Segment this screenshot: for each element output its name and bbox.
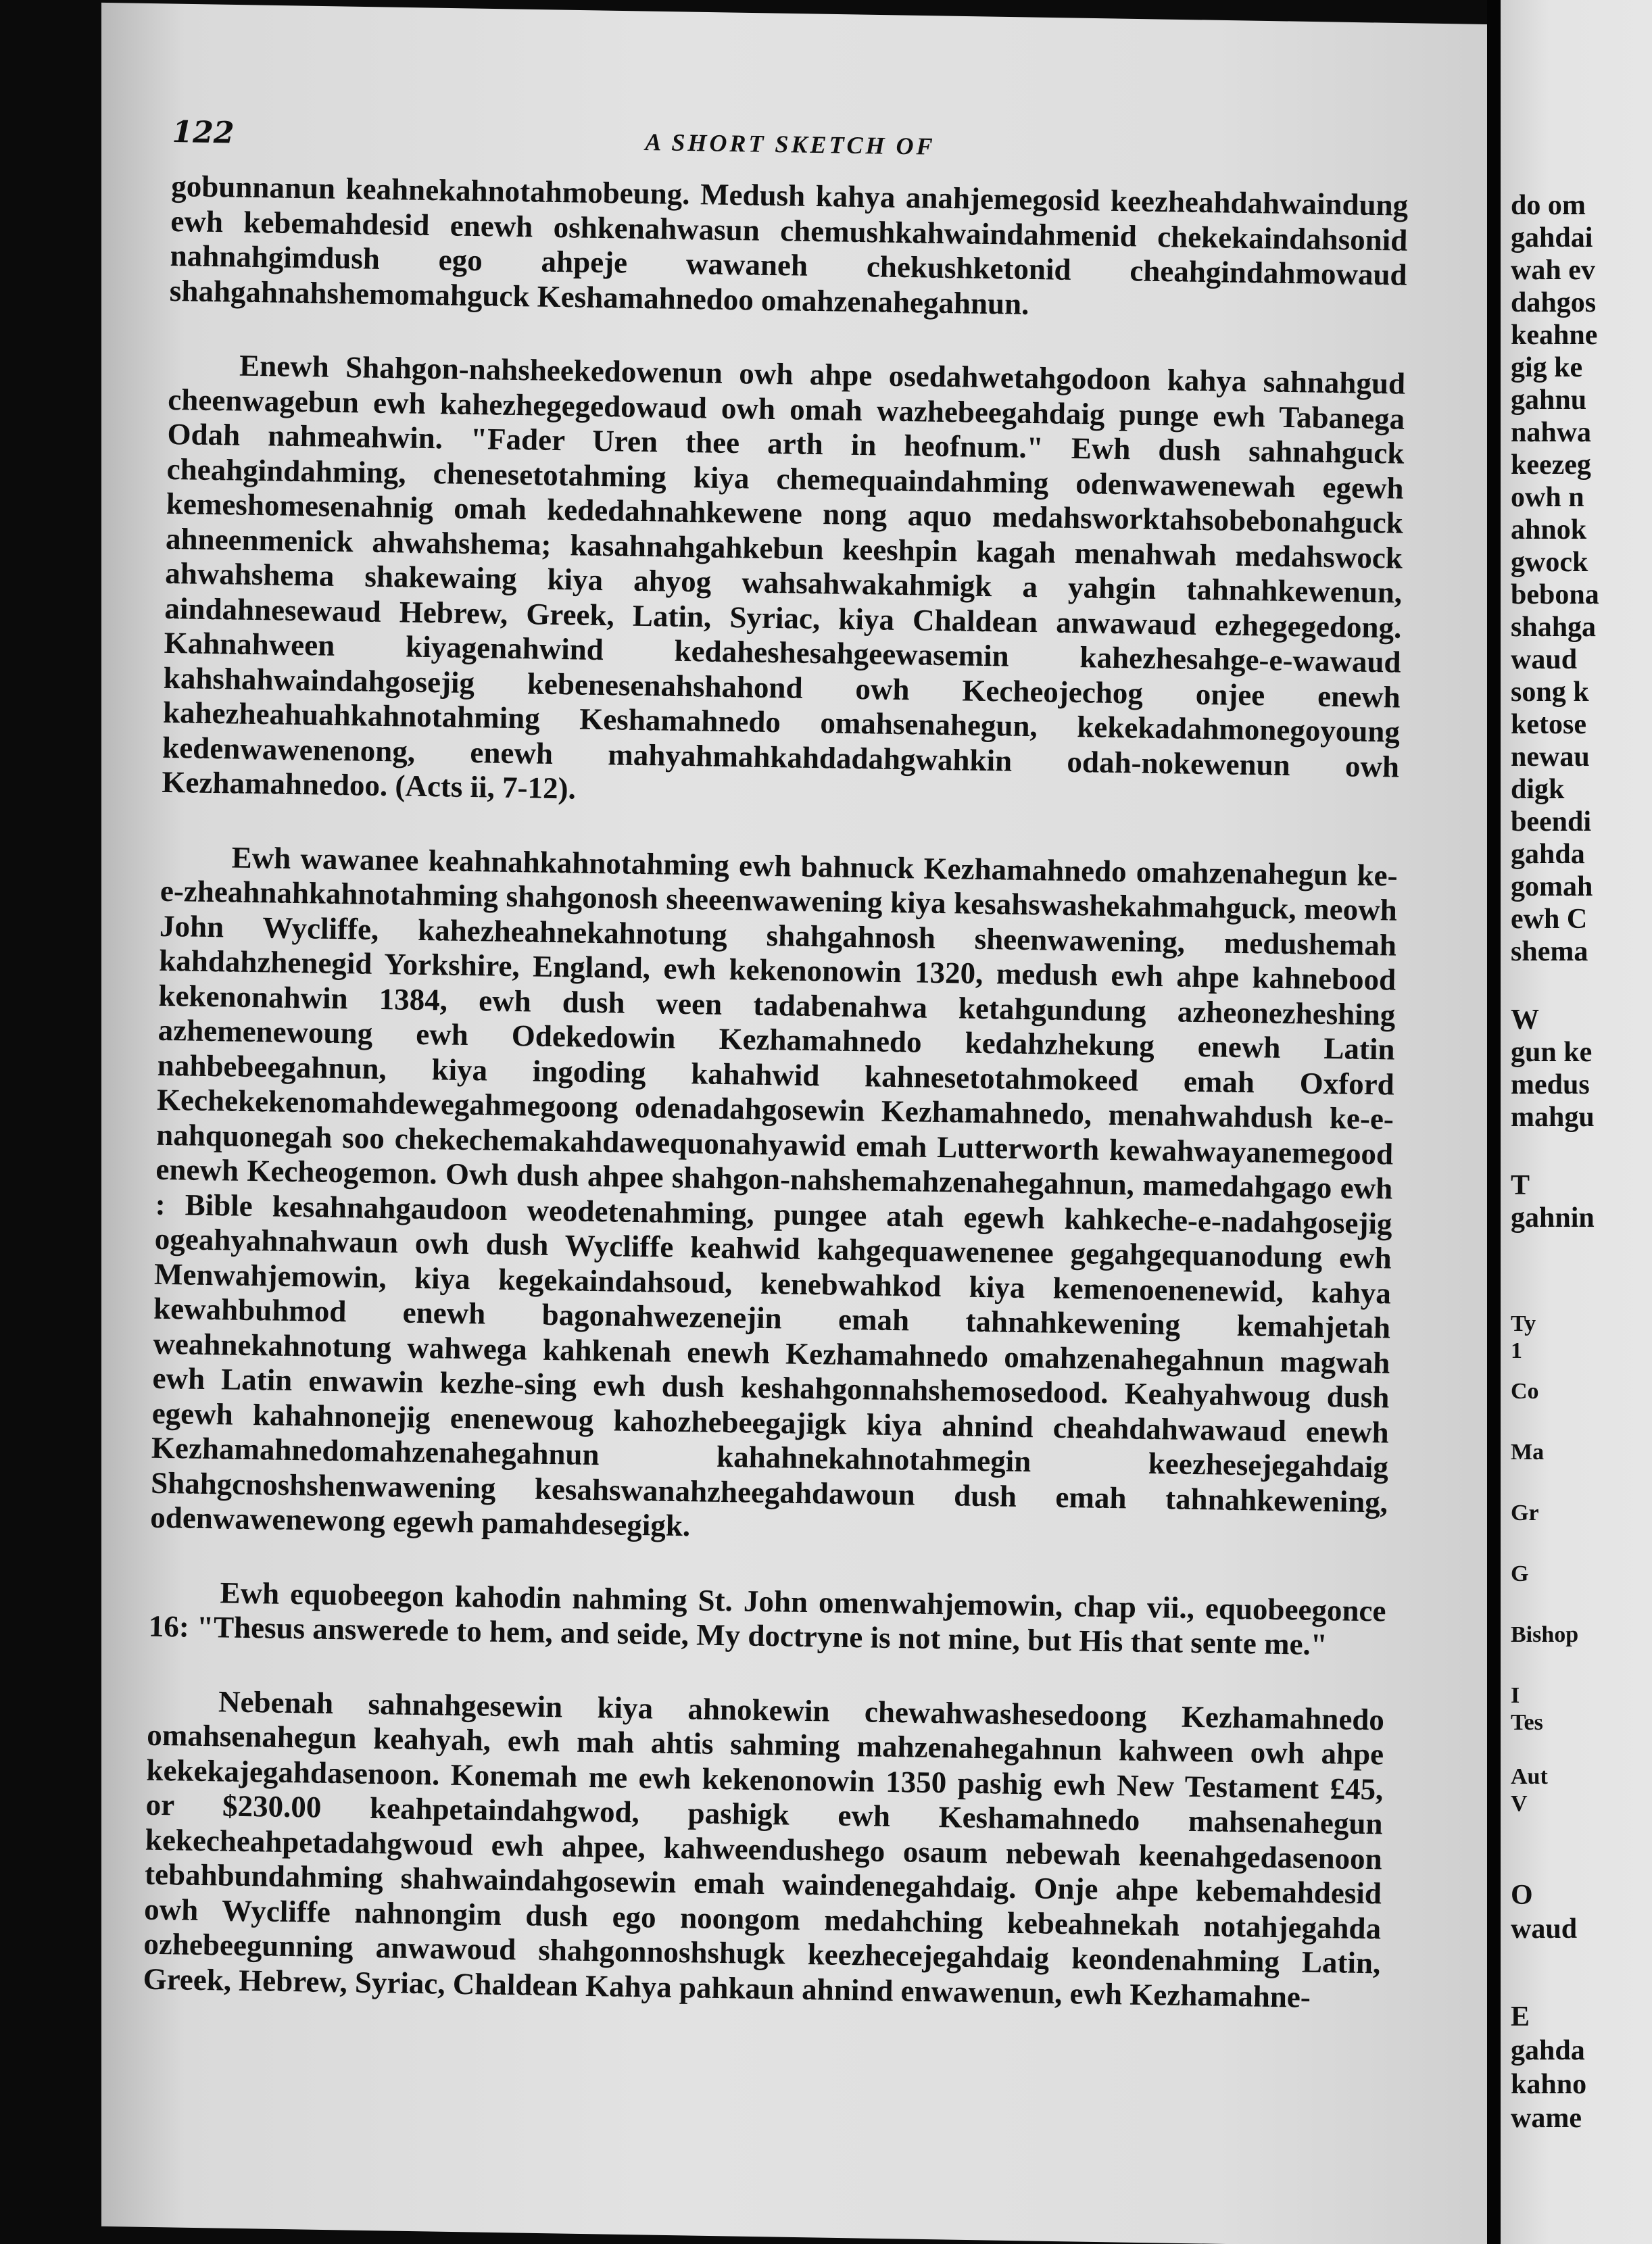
right-fragment: do om [1511,190,1586,221]
right-fragment: gahda [1511,2035,1585,2066]
left-page-text [142,115,1409,2055]
right-fragment: I [1511,1683,1520,1708]
right-fragment: mahgu [1511,1102,1595,1133]
right-fragment: song k [1511,677,1589,708]
right-fragment: G [1511,1561,1529,1586]
right-fragment: O [1511,1880,1533,1911]
right-fragment: Ma [1511,1440,1545,1465]
right-fragment: gwock [1511,547,1588,578]
paragraph-3: Ewh wawanee keahnahkahnotahming ewh bahnuck Kezhamahnedo omahzenahegun ke-e-zheahnahkahnotahming shahgonosh sheeenwawening kiya kesahswashekahmahguck, meowh John Wycliffe, kahezheahnekahnotung shahgahnosh sheenwawening, medushemah kahdahzhenegid Yorkshire, England, ewh kekenonowin 1320, medush ewh ahpe kahnebood kekenonahwin 1384, ewh dush ween tadabenahwa ketahgundung azheonezheshing azhemenewoung ewh Odekedowin Kezhamahnedo kedahzhekung enewh Latin nahbebeegahnun, kiya ingoding kahahwid kahnesetotahmokeed emah Oxford Kechekekenomahdewegahmegoong odenadahgosewin Kezhamahnedo, menahwahdush ke-e-nahquonegah soo chekechemakahdawequonahyawid emah Lutterworth kewahwayanemegood enewh Kecheogemon. Owh dush ahpee shahgon-nahshemahzenahegahnun, mamedahgago ewh : Bible kesahnahgaudoon weodetenahming, pungee atah egewh kahkeche-e-nadahgosejig ogeahyahnahwaun owh dush Wycliffe keahwid kahgequawenenee gegahgequanodung ewh Menwahjemowin, kiya kegekaindahsoud, kenebwahkod kiya kemenoenenewid, kahya kewahbuhmod enewh bagonahwezenejin emah tahnahkewening kemahjetah weahnekahnotung wahwega kahkenah enewh Kezhamahnedo omahzenahegahnun magwah ewh Latin enwawin kezhe-sing ewh dush keshahgonnahshemosedood. Keahyahwoug dush egewh kahahnonejig enenewoug kahozhebeegajigk kiya ahnind cheahdahwawaud enewh Kezhamahnedomahzenahegahnun kahahnekahnotahmegin keezhesejegahdaig Shahgcnoshshenwawening kesahswanahzheegahdawoun dush emah tahnahkewening, odenwawenewong egewh pamahdesegigk. [150,840,1398,1543]
right-fragment: waud [1511,644,1578,675]
right-fragment: nahwa [1511,417,1592,448]
right-fragment: V [1511,1791,1528,1816]
right-fragment: Bishop [1511,1622,1579,1647]
right-fragment: medus [1511,1069,1590,1100]
right-fragment: Tes [1511,1710,1543,1735]
right-fragment: gahdai [1511,222,1593,253]
right-fragment: shahga [1511,612,1597,643]
right-fragment: gahnin [1511,1202,1595,1234]
right-fragment: wah ev [1511,255,1595,286]
right-fragment: owh n [1511,482,1584,513]
right-fragment: T [1511,1170,1530,1201]
right-fragment: E [1511,2001,1530,2032]
right-fragment: gun ke [1511,1037,1593,1068]
page-number: 122 [172,115,235,151]
right-fragment: newau [1511,741,1590,773]
right-fragment: 1 [1511,1338,1522,1363]
right-fragment: gahnu [1511,385,1587,416]
right-fragment: gahda [1511,839,1585,870]
right-fragment: ewh C [1511,904,1588,935]
right-fragment: keezeg [1511,449,1591,481]
right-fragment: Gr [1511,1501,1539,1526]
right-fragment: bebona [1511,579,1599,610]
right-fragment: Co [1511,1379,1539,1404]
right-fragment: keahne [1511,320,1598,351]
right-fragment: gomah [1511,871,1593,902]
right-fragment: ketose [1511,709,1586,740]
right-fragment: waud [1511,1913,1578,1945]
right-fragment: ahnok [1511,514,1587,545]
page-header-title: A SHORT SKETCH OF [645,128,936,160]
right-fragment: Ty [1511,1311,1536,1336]
right-fragment: Aut [1511,1764,1548,1789]
right-fragment: wame [1511,2103,1582,2134]
paragraph-5: Nebenah sahnahgesewin kiya ahnokewin chewahwashesedoong Kezhamahnedo omahsenahegun keahyah, ewh mah ahtis sahming mahzenahegahnun kahween owh ahpe kekekajegahdasenoon. Konemah me ewh kekenonowin 1350 pashig ewh New Testament £45, or $230.00 keahpetaindahgwod, pashigk ewh Keshamahnedo mahsenahegun kekecheahpetadahgwoud ewh ahpee, kahweendushego osaum nebewah keenahgedasenoon tebahbundahming shahwaindahgosewin emah waindenegahdaig. Onje ahpe kebemahdesid owh Wycliffe nahnongim dush ego noongom medahching kebeahnekah notahjegahda ozhebeegunning anwawoud shahgonnoshshugk keezhecejegahdaig keondenahming Latin, Greek, Hebrew, Syriac, Chaldean Kahya pahkaun ahnind enwawenun, ewh Kezhamahne- [143,1684,1385,2014]
right-fragment: W [1511,1004,1539,1035]
right-fragment: gig ke [1511,352,1583,383]
right-fragment: dahgos [1511,287,1597,318]
paragraph-4: Ewh equobeegon kahodin nahming St. John omenwahjemowin, chap vii., equobeegonce 16: "Thesus answerede to hem, and seide, My doctryne is not mine, but His that sente me." [148,1575,1386,1662]
right-fragment: shema [1511,936,1588,967]
right-fragment: beendi [1511,806,1592,837]
right-fragment: digk [1511,774,1565,805]
paragraph-2: Enewh Shahgon-nahsheekedowenun owh ahpe osedahwetahgodoon kahya sahnahgud cheenwagebun ewh kahezhegegedowaud owh omah wazhebeegahdaig punge ewh Tabanega Odah nahmeahwin. "Fader Uren thee arth in heofnum." Ewh dush sahnahguck cheahgindahming, chenesetotahming kiya chemequaindahming odenwawenewah egewh kemeshomesenahnig omah kededahnahkewene nong aquo medahsworktahsobebonahguck ahneenmenick ahwahshema; kasahnahgahkebun keeshpin kagah menahwah medahswock ahwahshema shakewaing kiya ahyog wahsahwakahmigk a yahgin tahnahkewenun, aindahnesewaud Hebrew, Greek, Latin, Syriac, kiya Chaldean anwawaud ezhegegedong. Kahnahween kiyagenahwind kedaheshesahgeewasemin kahezhesahge-e-wawaud kahshahwaindahgosejig kebenesenahshahond owh Kecheojechog onjee enewh kahezheahuahkahnotahming Keshamahnedo omahsenahegun, kekekadahmonegoyoung kedenwawenenong, enewh mahyahmahkahdadahgwahkin odah-nokewenun owh Kezhamahnedoo. (Acts ii, 7-12). [162,348,1406,806]
paragraph-1: gobunnanun keahnekahnotahmobeung. Medush kahya anahjemegosid keezheahdahwaindung ewh kebemahdesid enewh oshkenahwasun chemushkahwaindahmenid chekekaindahsonid nahnahgimdush ego ahpeje wawaneh chekushketonid cheahgindahmowaud shahgahnahshemomahguck Keshamahnedoo omahzenahegahnun. [169,168,1409,321]
right-fragment: kahno [1511,2069,1587,2100]
